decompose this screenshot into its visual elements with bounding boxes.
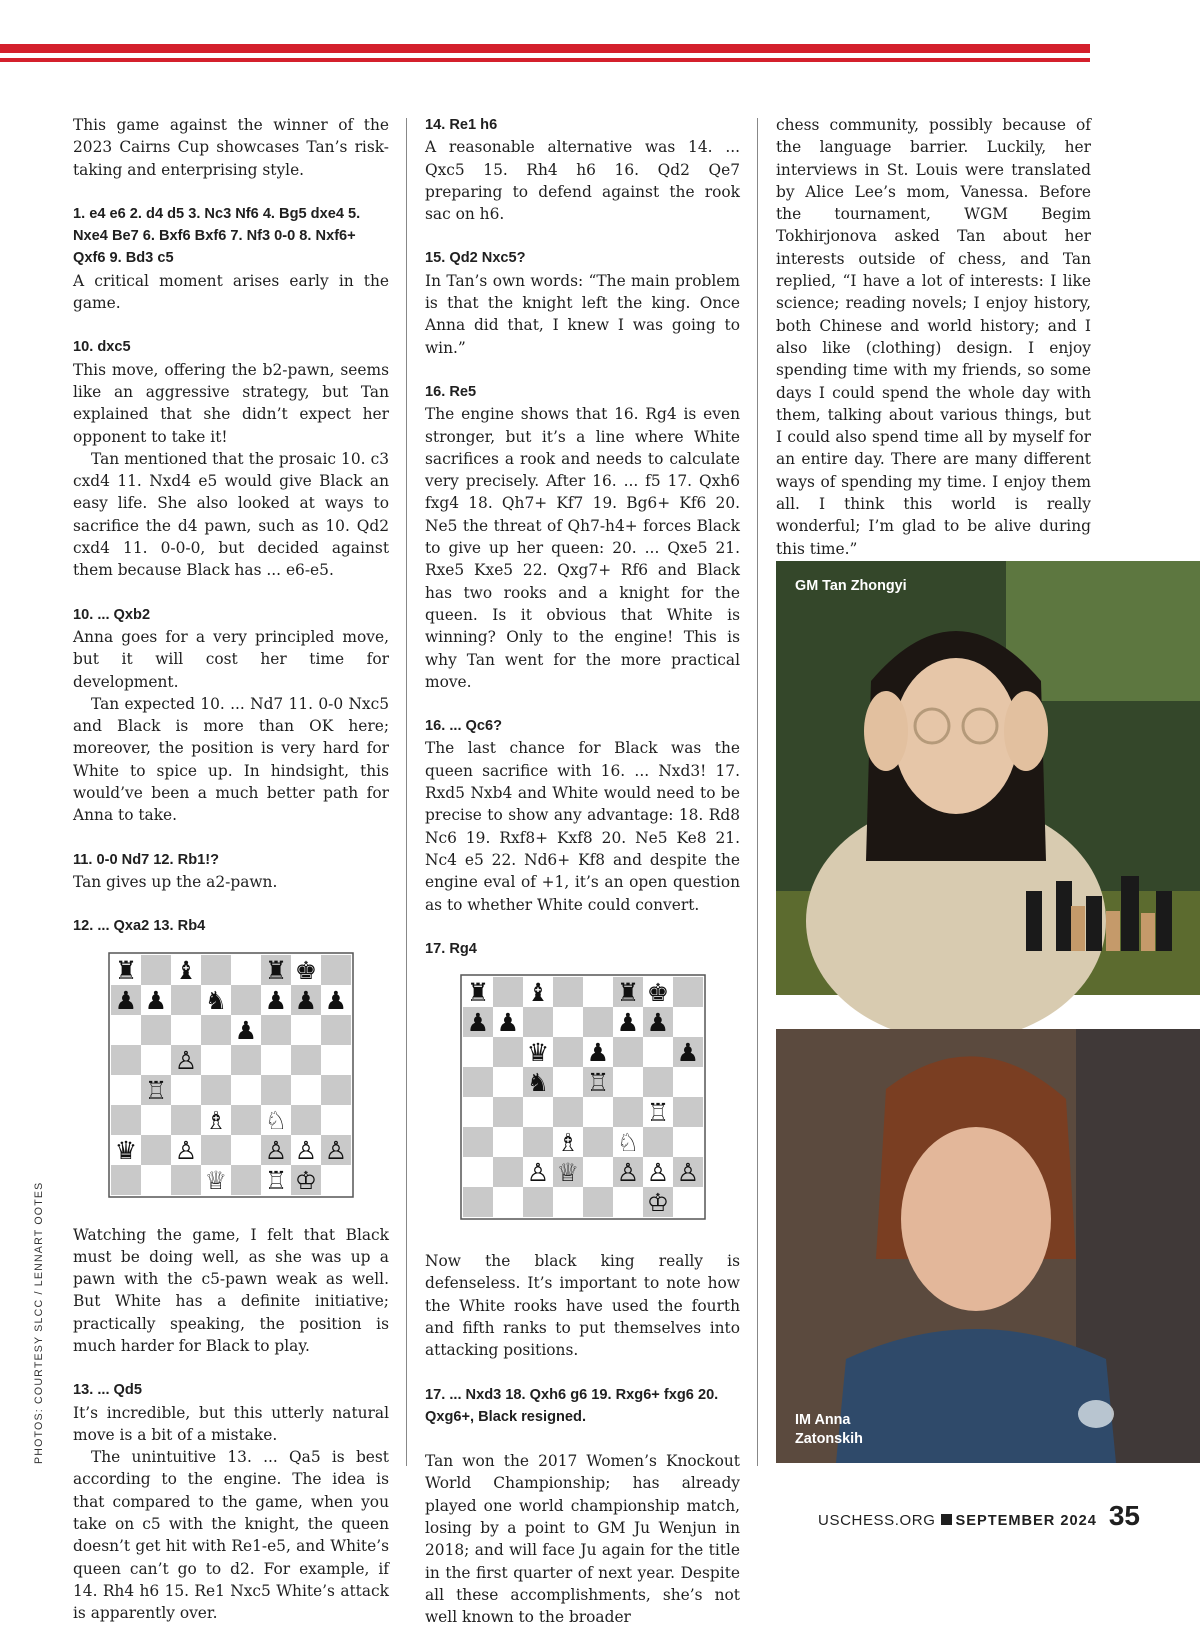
board-square [613, 1037, 643, 1067]
board-square [111, 1045, 141, 1075]
move-text: 14. Re1 h6 [425, 117, 498, 133]
black-bishop-icon: ♝ [526, 978, 550, 1008]
header-stripe-top [0, 44, 1090, 53]
board-square [643, 1067, 673, 1097]
photo-credit: PHOTOS: COURTESY SLCC / LENNART OOTES [33, 1181, 45, 1464]
black-pawn-icon: ♟ [114, 985, 138, 1015]
column-rule [757, 118, 758, 1466]
white-pawn-icon: ♙ [174, 1045, 198, 1075]
commentary: Now the black king really is defenseless. It’s important to note how the White rooks have used the fourth and fifth ranks to put themselves into attacking positions. [425, 1252, 740, 1360]
board-square [493, 1037, 523, 1067]
white-pawn-icon: ♙ [616, 1158, 640, 1188]
board-square [523, 1007, 553, 1037]
move-text: 10. dxc5 [73, 339, 131, 356]
board-square [673, 1187, 703, 1217]
board-square [583, 977, 613, 1007]
board-square [321, 1045, 351, 1075]
board-square [201, 1015, 231, 1045]
board-square [321, 1075, 351, 1105]
black-pawn-icon: ♟ [264, 985, 288, 1015]
separator-square-icon [941, 1514, 952, 1525]
white-rook-icon: ♖ [264, 1165, 288, 1195]
board-square [111, 1105, 141, 1135]
board-square [141, 1015, 171, 1045]
board-square [613, 1187, 643, 1217]
commentary: Tan mentioned that the prosaic 10. c3 cxd4 11. Nxd4 e5 would give Black an easy life. She also looked at ways to sacrifice the d4 pawn, such as 10. Qd2 cxd4 11. 0-0-0, but decided against them because Black has ... e6-e5. [73, 449, 389, 580]
board-square [583, 1157, 613, 1187]
board-square [291, 1075, 321, 1105]
chess-diagram-after-17-rg4 [460, 974, 706, 1220]
board-square [141, 1135, 171, 1165]
black-pawn-icon: ♟ [144, 985, 168, 1015]
white-pawn-icon: ♙ [646, 1158, 670, 1188]
article-column-2 [425, 114, 740, 1629]
board-square [321, 1105, 351, 1135]
board-square [231, 1045, 261, 1075]
commentary: A reasonable alternative was 14. ... Qxc5 15. Rh4 h6 16. Qd2 Qe7 preparing to defend against the rook sac on h6. [425, 138, 740, 224]
board-square [141, 1105, 171, 1135]
black-queen-icon: ♛ [114, 1135, 138, 1165]
commentary: The unintuitive 13. ... Qa5 is best according to the engine. The idea is that compared to the game, when you take on c5 with the knight, the queen doesn’t get hit with Re1-e5, and White’s queen can’t go to d2. For example, if 14. Rh4 h6 15. Re1 Nxc5 White’s attack is apparently over. [73, 1448, 389, 1623]
column-rule [406, 118, 407, 1466]
board-square [261, 1075, 291, 1105]
board-square [673, 1127, 703, 1157]
commentary: Tan gives up the a2-pawn. [73, 872, 278, 891]
black-pawn-icon: ♟ [496, 1008, 520, 1038]
board-square [231, 955, 261, 985]
commentary: This move, offering the b2-pawn, seems like an aggressive strategy, but Tan explained that she didn’t expect her opponent to take it! [73, 360, 389, 446]
white-pawn-icon: ♙ [526, 1158, 550, 1188]
board-square [673, 1097, 703, 1127]
board-square [493, 1127, 523, 1157]
board-square [111, 1015, 141, 1045]
white-pawn-icon: ♙ [324, 1135, 348, 1165]
board-square [643, 1037, 673, 1067]
move-text: 16. Re5 [425, 383, 477, 400]
board-square [231, 1105, 261, 1135]
black-pawn-icon: ♟ [586, 1038, 610, 1068]
white-rook-icon: ♖ [586, 1068, 610, 1098]
black-pawn-icon: ♟ [324, 985, 348, 1015]
board-square [673, 1007, 703, 1037]
board-square [583, 1097, 613, 1127]
board-square [673, 977, 703, 1007]
move-text: 11. 0-0 Nd7 12. Rb1!? [73, 851, 219, 868]
move-text: 1. e4 e6 2. d4 d5 3. Nc3 Nf6 4. Bg5 dxe4 5. Nxe4 Be7 6. Bxf6 Bxf6 7. Nf3 0-0 8. Nxf6+ Qxf6 9. Bd3 c5 [73, 205, 361, 267]
move-text: 12. ... Qxa2 13. Rb4 [73, 918, 206, 935]
board-square [553, 977, 583, 1007]
black-bishop-icon: ♝ [174, 955, 198, 985]
board-square [613, 1097, 643, 1127]
black-pawn-icon: ♟ [616, 1008, 640, 1038]
board-square [111, 1165, 141, 1195]
chess-diagram-after-13-rb4 [108, 952, 354, 1198]
board-square [231, 1135, 261, 1165]
board-square [261, 1015, 291, 1045]
black-pawn-icon: ♟ [294, 985, 318, 1015]
board-square [523, 1097, 553, 1127]
white-rook-icon: ♖ [144, 1075, 168, 1105]
board-square [201, 955, 231, 985]
commentary: In Tan’s own words: “The main problem is that the knight left the king. Once Anna did that, I knew I was going to win.” [425, 271, 740, 357]
commentary: Anna goes for a very principled move, but it will cost her time for development. [73, 627, 389, 691]
board-square [321, 1015, 351, 1045]
board-square [493, 1097, 523, 1127]
board-square [231, 985, 261, 1015]
white-knight-icon: ♘ [264, 1105, 288, 1135]
board-square [201, 1135, 231, 1165]
board-square [171, 1165, 201, 1195]
move-text: 16. ... Qc6? [425, 718, 503, 735]
board-square [613, 1067, 643, 1097]
board-square [291, 1105, 321, 1135]
commentary: Watching the game, I felt that Black must be doing well, as she was up a pawn with the c5-pawn weak as well. But White has a definite initiative; practically speaking, the position is much harder for Black to play. [73, 1225, 389, 1355]
board-square [493, 1157, 523, 1187]
white-king-icon: ♔ [294, 1165, 318, 1195]
board-square [291, 1045, 321, 1075]
board-square [463, 1157, 493, 1187]
white-rook-icon: ♖ [646, 1098, 670, 1128]
board-square [261, 1045, 291, 1075]
board-square [493, 1187, 523, 1217]
move-text: 15. Qd2 Nxc5? [425, 250, 526, 267]
commentary: It’s incredible, but this utterly natural move is a bit of a mistake. [73, 1403, 389, 1444]
board-square [231, 1165, 261, 1195]
board-square [171, 1105, 201, 1135]
board-square [643, 1127, 673, 1157]
white-pawn-icon: ♙ [676, 1158, 700, 1188]
board-square [141, 1045, 171, 1075]
board-square [291, 1015, 321, 1045]
board-square [111, 1075, 141, 1105]
board-square [321, 955, 351, 985]
photo-tan-zhongyi [776, 561, 1200, 995]
white-queen-icon: ♕ [556, 1158, 580, 1188]
intro-paragraph: This game against the winner of the 2023 Cairns Cup showcases Tan’s risk-taking and enterprising style. [73, 116, 389, 179]
portrait-illustration [776, 1029, 1200, 1463]
footer-site: USCHESS.ORG [818, 1512, 936, 1529]
board-square [583, 1127, 613, 1157]
board-square [201, 1075, 231, 1105]
photo-anna-zatonskih [776, 1029, 1200, 1463]
white-bishop-icon: ♗ [556, 1128, 580, 1158]
black-pawn-icon: ♟ [466, 1008, 490, 1038]
header-stripe-bottom [0, 58, 1090, 62]
board-square [171, 1075, 201, 1105]
board-square [553, 1097, 583, 1127]
board-square [493, 977, 523, 1007]
move-text: 17. ... Nxd3 18. Qxh6 g6 19. Rxg6+ fxg6 20. Qxg6+, Black resigned. [425, 1386, 719, 1425]
black-rook-icon: ♜ [114, 955, 138, 985]
move-text: 17. Rg4 [425, 940, 477, 957]
commentary: chess community, possibly because of the language barrier. Luckily, her interviews in St. Louis were translated by Alice Lee’s mom, Vanessa. Before the tournament, WGM Begim Tokhirjonova asked Tan about her interests outside of chess, and Tan replied, “I have a lot of interests: I like science; reading novels; I enjoy history, both Chinese and world history; and I also like (clothing) design. I enjoy spending time with my friends, so some days I could spend the whole day with them, talking about various things, but I could also spend time all by myself for an entire day. There are many different ways of spending my time. I enjoy them all. I think this world is really wonderful; I’m glad to be alive during this time.” [776, 116, 1091, 558]
board-square [553, 1037, 583, 1067]
black-king-icon: ♚ [294, 955, 318, 985]
move-text: 13. ... Qd5 [73, 1382, 142, 1399]
board-square [583, 1007, 613, 1037]
board-square [523, 1127, 553, 1157]
board-square [171, 1015, 201, 1045]
black-rook-icon: ♜ [616, 978, 640, 1008]
board-square [523, 1187, 553, 1217]
board-square [493, 1067, 523, 1097]
white-bishop-icon: ♗ [204, 1105, 228, 1135]
black-knight-icon: ♞ [204, 985, 228, 1015]
commentary: Tan expected 10. ... Nd7 11. 0-0 Nxc5 and Black is more than OK here; moreover, the position is very hard for White to spice up. In hindsight, this would’ve been a much better path for Anna to take. [73, 694, 389, 825]
portrait-illustration [776, 561, 1200, 995]
board-square [321, 1165, 351, 1195]
board-square [673, 1067, 703, 1097]
white-pawn-icon: ♙ [264, 1135, 288, 1165]
white-queen-icon: ♕ [204, 1165, 228, 1195]
black-rook-icon: ♜ [466, 978, 490, 1008]
page-number: 35 [1108, 1500, 1140, 1531]
board-square [141, 1165, 171, 1195]
black-queen-icon: ♛ [526, 1038, 550, 1068]
article-column-3 [776, 114, 1091, 627]
article-column-1 [73, 114, 389, 1625]
move-text: 10. ... Qxb2 [73, 606, 151, 623]
board-square [463, 1187, 493, 1217]
board-square [141, 955, 171, 985]
white-pawn-icon: ♙ [174, 1135, 198, 1165]
board-square [463, 1127, 493, 1157]
black-pawn-icon: ♟ [234, 1015, 258, 1045]
board-square [553, 1007, 583, 1037]
black-pawn-icon: ♟ [676, 1038, 700, 1068]
white-pawn-icon: ♙ [294, 1135, 318, 1165]
board-square [553, 1067, 583, 1097]
photo-caption: GM Tan Zhongyi [795, 578, 907, 594]
board-square [231, 1075, 261, 1105]
black-pawn-icon: ♟ [646, 1008, 670, 1038]
white-king-icon: ♔ [646, 1188, 670, 1218]
black-rook-icon: ♜ [264, 955, 288, 985]
commentary: The last chance for Black was the queen sacrifice with 16. ... Nxd3! 17. Rxd5 Nxb4 and White would need to be precise to show any advantage: 18. Rd8 Nc6 19. Rxf8+ Kxf8 20. Ne5 Ke8 21. Nc4 e5 22. Nd6+ Kf8 and despite the engine eval of +1, it’s an open question as to whether White could convert. [425, 739, 740, 914]
board-square [463, 1037, 493, 1067]
board-square [553, 1187, 583, 1217]
board-square [463, 1097, 493, 1127]
footer-issue: SEPTEMBER 2024 [955, 1513, 1097, 1529]
black-knight-icon: ♞ [526, 1068, 550, 1098]
board-square [583, 1187, 613, 1217]
commentary: The engine shows that 16. Rg4 is even stronger, but it’s a line where White sacrifices a rook and needs to calculate very precisely. After 16. ... f5 17. Qxh6 fxg4 18. Qh7+ Kf7 19. Bg6+ Kf6 20. Ne5 the threat of Qh7-h4+ forces Black to give up her queen: 20. ... Qxe5 21. Rxe5 Kxe5 22. Qxg7+ Rf6 and Black has two rooks and a knight for the queen. Is it obvious that White is winning? Only to the engine! This is why Tan went for the more practical move. [425, 405, 740, 691]
page-footer [818, 1500, 1140, 1532]
commentary: Tan won the 2017 Women’s Knockout World Championship; has already played one world championship match, losing by a point to GM Ju Wenjun in 2018; and will face Ju again for the title in the first quarter of next year. Despite all these accomplishments, she’s not well known to the broader [425, 1452, 740, 1627]
board-square [463, 1067, 493, 1097]
white-knight-icon: ♘ [616, 1128, 640, 1158]
board-square [171, 985, 201, 1015]
board-square [201, 1045, 231, 1075]
commentary: A critical moment arises early in the game. [73, 271, 389, 313]
photo-caption: IM Anna Zatonskih [795, 1412, 863, 1447]
black-king-icon: ♚ [646, 978, 670, 1008]
